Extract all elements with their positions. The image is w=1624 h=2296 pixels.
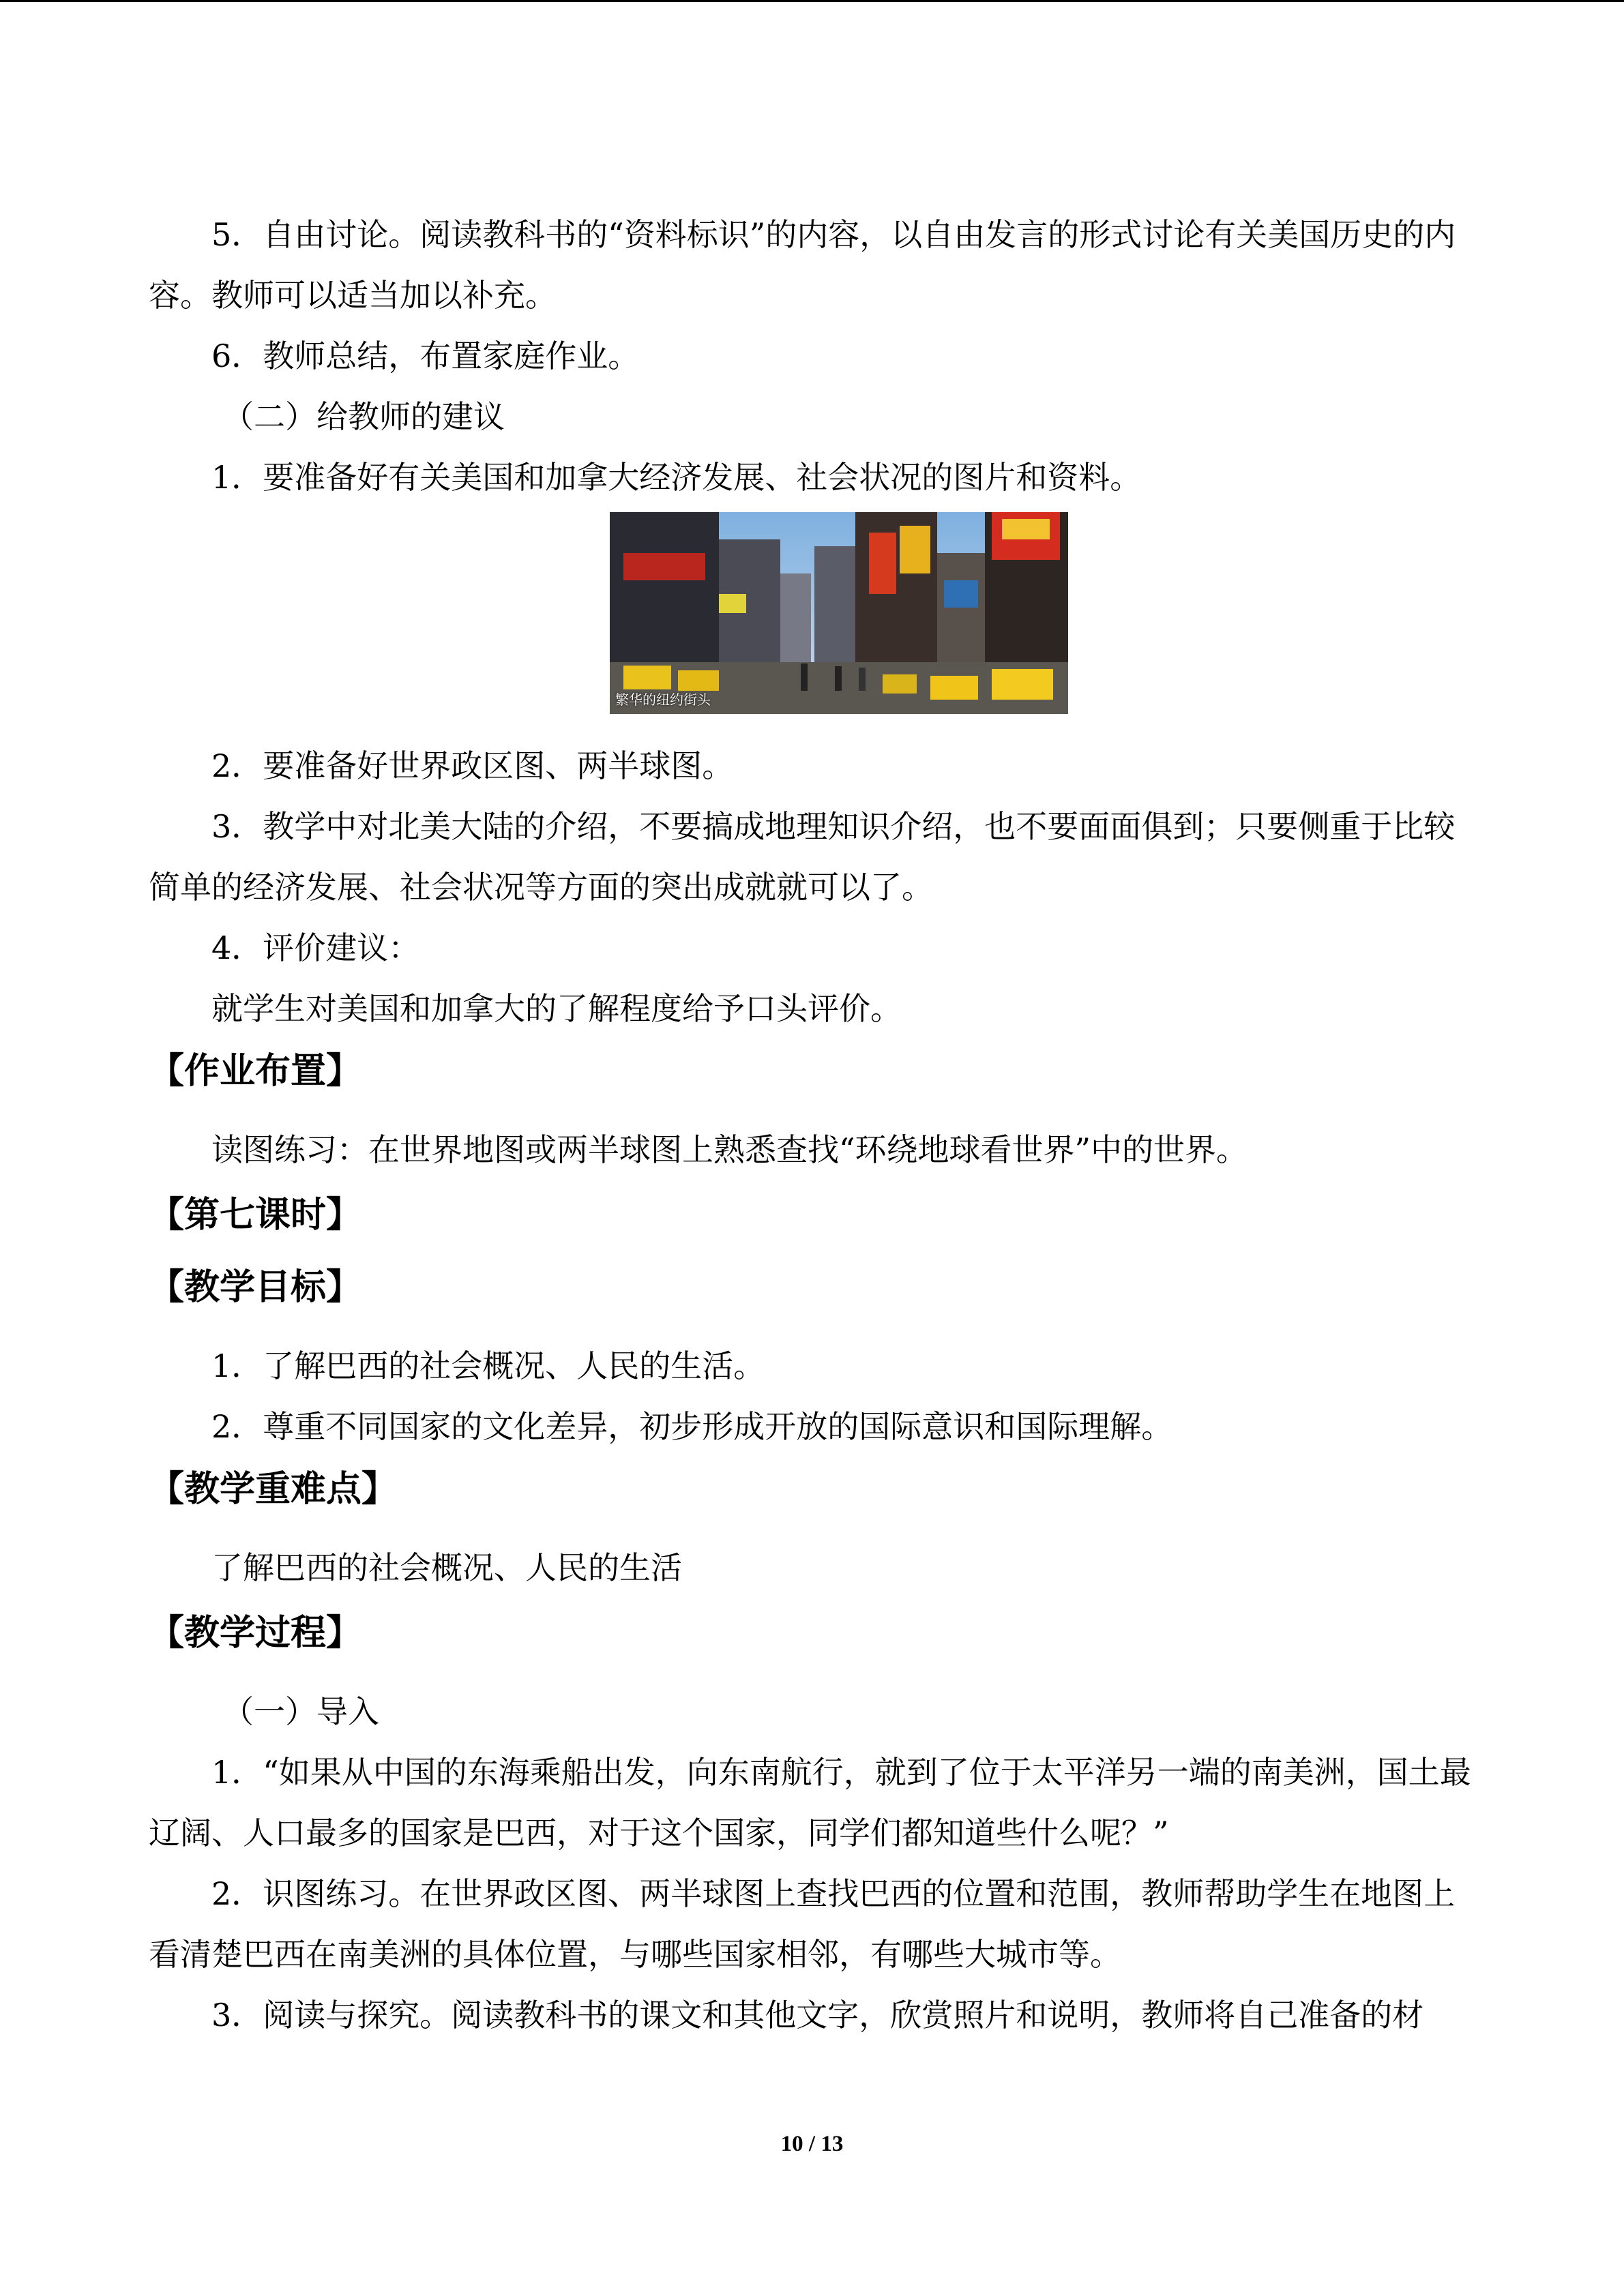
heading-lesson-seven: 【第七课时】	[149, 1195, 362, 1236]
paragraph: 2．尊重不同国家的文化差异，初步形成开放的国际意识和国际理解。	[211, 1408, 1173, 1445]
paragraph: 6．教师总结，布置家庭作业。	[211, 338, 640, 374]
paragraph: 4．评价建议：	[211, 929, 420, 966]
paragraph: 就学生对美国和加拿大的了解程度给予口头评价。	[211, 990, 902, 1027]
heading-homework: 【作业布置】	[149, 1051, 362, 1092]
paragraph: 1．“如果从中国的东海乘船出发，向东南航行，就到了位于太平洋另一端的南美洲，国土最辽阔、人口最多的国家是巴西，对于这个国家，同学们都知道些什么呢？”	[149, 1754, 1471, 1851]
new-york-street-photo	[610, 512, 1068, 714]
paragraph: 了解巴西的社会概况、人民的生活	[211, 1549, 682, 1586]
paragraph: 5．自由讨论。阅读教科书的“资料标识”的内容，以自由发言的形式讨论有关美国历史的内容。教师可以适当加以补充。	[149, 216, 1456, 314]
heading-teaching-goals: 【教学目标】	[149, 1267, 362, 1308]
paragraph: 2．要准备好世界政区图、两半球图。	[211, 747, 734, 784]
page-number: 10 / 13	[780, 2132, 844, 2156]
document-page	[149, 205, 1475, 2046]
top-border	[0, 0, 1624, 2]
paragraph: 1．要准备好有关美国和加拿大经济发展、社会状况的图片和资料。	[211, 459, 1142, 496]
subsection-heading: （一）导入	[222, 1693, 379, 1730]
heading-teaching-process: 【教学过程】	[149, 1613, 362, 1654]
paragraph: 3．阅读与探究。阅读教科书的课文和其他文字，欣赏照片和说明，教师将自己准备的材	[211, 1997, 1424, 2033]
paragraph: 2．识图练习。在世界政区图、两半球图上查找巴西的位置和范围，教师帮助学生在地图上看清楚巴西在南美洲的具体位置，与哪些国家相邻，有哪些大城市等。	[149, 1875, 1456, 1973]
paragraph: 3．教学中对北美大陆的介绍，不要搞成地理知识介绍，也不要面面俱到；只要侧重于比较简单的经济发展、社会状况等方面的突出成就就可以了。	[149, 808, 1456, 906]
photo-caption: 繁华的纽约街头	[615, 691, 711, 708]
subsection-heading: （二）给教师的建议	[222, 398, 505, 435]
city-street-image	[610, 512, 1068, 714]
paragraph: 读图练习：在世界地图或两半球图上熟悉查找“环绕地球看世界”中的世界。	[211, 1131, 1248, 1168]
heading-key-points: 【教学重难点】	[149, 1469, 398, 1510]
paragraph: 1．了解巴西的社会概况、人民的生活。	[211, 1347, 765, 1384]
